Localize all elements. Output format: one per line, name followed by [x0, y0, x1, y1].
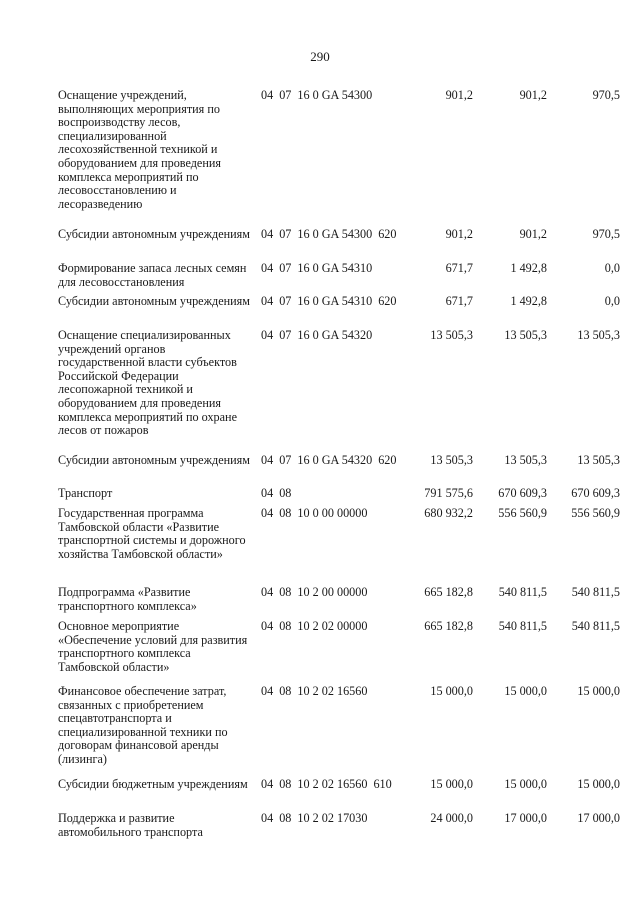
value-3: 540 811,5	[571, 619, 620, 633]
row-name: Формирование запаса лесных семян для лесовосстановления	[58, 261, 247, 289]
row-name: Субсидии автономным учреждениям	[58, 227, 250, 241]
value-2: 540 811,5	[498, 585, 547, 599]
value-1: 901,2	[445, 227, 473, 241]
value-3: 15 000,0	[577, 684, 620, 698]
page-number: 290	[310, 49, 330, 64]
value-1: 791 575,6	[424, 486, 473, 500]
value-3: 17 000,0	[577, 811, 620, 825]
value-2: 556 560,9	[498, 506, 547, 520]
row-name: Транспорт	[58, 486, 113, 500]
value-3: 15 000,0	[577, 777, 620, 791]
value-1: 901,2	[445, 88, 473, 102]
value-2: 901,2	[519, 88, 547, 102]
row-code: 04 08 10 2 02 17030	[261, 811, 368, 825]
value-3: 556 560,9	[571, 506, 620, 520]
row-code: 04 08 10 0 00 00000	[261, 506, 368, 520]
value-2: 13 505,3	[504, 453, 547, 467]
value-1: 13 505,3	[430, 453, 473, 467]
row-code: 04 08 10 2 02 16560	[261, 684, 368, 698]
value-1: 665 182,8	[424, 619, 473, 633]
value-3: 0,0	[604, 294, 620, 308]
value-3: 970,5	[592, 227, 620, 241]
row-code: 04 08 10 2 02 00000	[261, 619, 368, 633]
row-code: 04 08 10 2 00 00000	[261, 585, 368, 599]
row-code: 04 07 16 0 GA 54310 620	[261, 294, 397, 308]
row-name: Подпрограмма «Развитие транспортного комплекса»	[58, 585, 197, 613]
value-2: 1 492,8	[510, 294, 547, 308]
row-code: 04 07 16 0 GA 54320 620	[261, 453, 397, 467]
row-name: Государственная программа Тамбовской области «Развитие транспортной системы и дорожного хозяйства Тамбовской области»	[58, 506, 246, 561]
value-1: 15 000,0	[430, 684, 473, 698]
value-3: 13 505,3	[577, 453, 620, 467]
row-code: 04 07 16 0 GA 54300 620	[261, 227, 397, 241]
row-name: Оснащение специализированных учреждений органов государственной власти субъектов Российской Федерации лесопожарной техникой и оборудованием для проведения комплекса мероприятий по охране лесов от пожаров	[58, 328, 237, 438]
value-2: 15 000,0	[504, 684, 547, 698]
value-1: 671,7	[445, 294, 473, 308]
value-1: 680 932,2	[424, 506, 473, 520]
row-name: Субсидии автономным учреждениям	[58, 294, 250, 308]
row-code: 04 08	[261, 486, 292, 500]
value-3: 13 505,3	[577, 328, 620, 342]
value-1: 15 000,0	[430, 777, 473, 791]
row-name: Поддержка и развитие автомобильного транспорта	[58, 811, 203, 839]
row-name: Субсидии бюджетным учреждениям	[58, 777, 248, 791]
value-2: 13 505,3	[504, 328, 547, 342]
value-1: 665 182,8	[424, 585, 473, 599]
row-code: 04 08 10 2 02 16560 610	[261, 777, 392, 791]
value-3: 670 609,3	[571, 486, 620, 500]
value-2: 17 000,0	[504, 811, 547, 825]
row-name: Субсидии автономным учреждениям	[58, 453, 250, 467]
value-2: 540 811,5	[498, 619, 547, 633]
value-3: 540 811,5	[571, 585, 620, 599]
value-2: 15 000,0	[504, 777, 547, 791]
row-name: Финансовое обеспечение затрат, связанных с приобретением спецавтотранспорта и специализированной техники по договорам финансовой аренды (лизинга)	[58, 684, 228, 766]
value-2: 901,2	[519, 227, 547, 241]
row-name: Оснащение учреждений, выполняющих мероприятия по воспроизводству лесов, специализированной лесохозяйственной техникой и оборудованием для проведения комплекса мероприятий по лесовосстановлению и лесоразведению	[58, 88, 221, 211]
row-code: 04 07 16 0 GA 54310	[261, 261, 373, 275]
value-3: 0,0	[604, 261, 620, 275]
value-1: 24 000,0	[430, 811, 473, 825]
value-2: 670 609,3	[498, 486, 547, 500]
value-2: 1 492,8	[510, 261, 547, 275]
row-name: Основное мероприятие «Обеспечение условий для развития транспортного комплекса Тамбовской области»	[58, 619, 248, 674]
value-1: 13 505,3	[430, 328, 473, 342]
row-code: 04 07 16 0 GA 54320	[261, 328, 373, 342]
value-3: 970,5	[592, 88, 620, 102]
value-1: 671,7	[445, 261, 473, 275]
row-code: 04 07 16 0 GA 54300	[261, 88, 373, 102]
